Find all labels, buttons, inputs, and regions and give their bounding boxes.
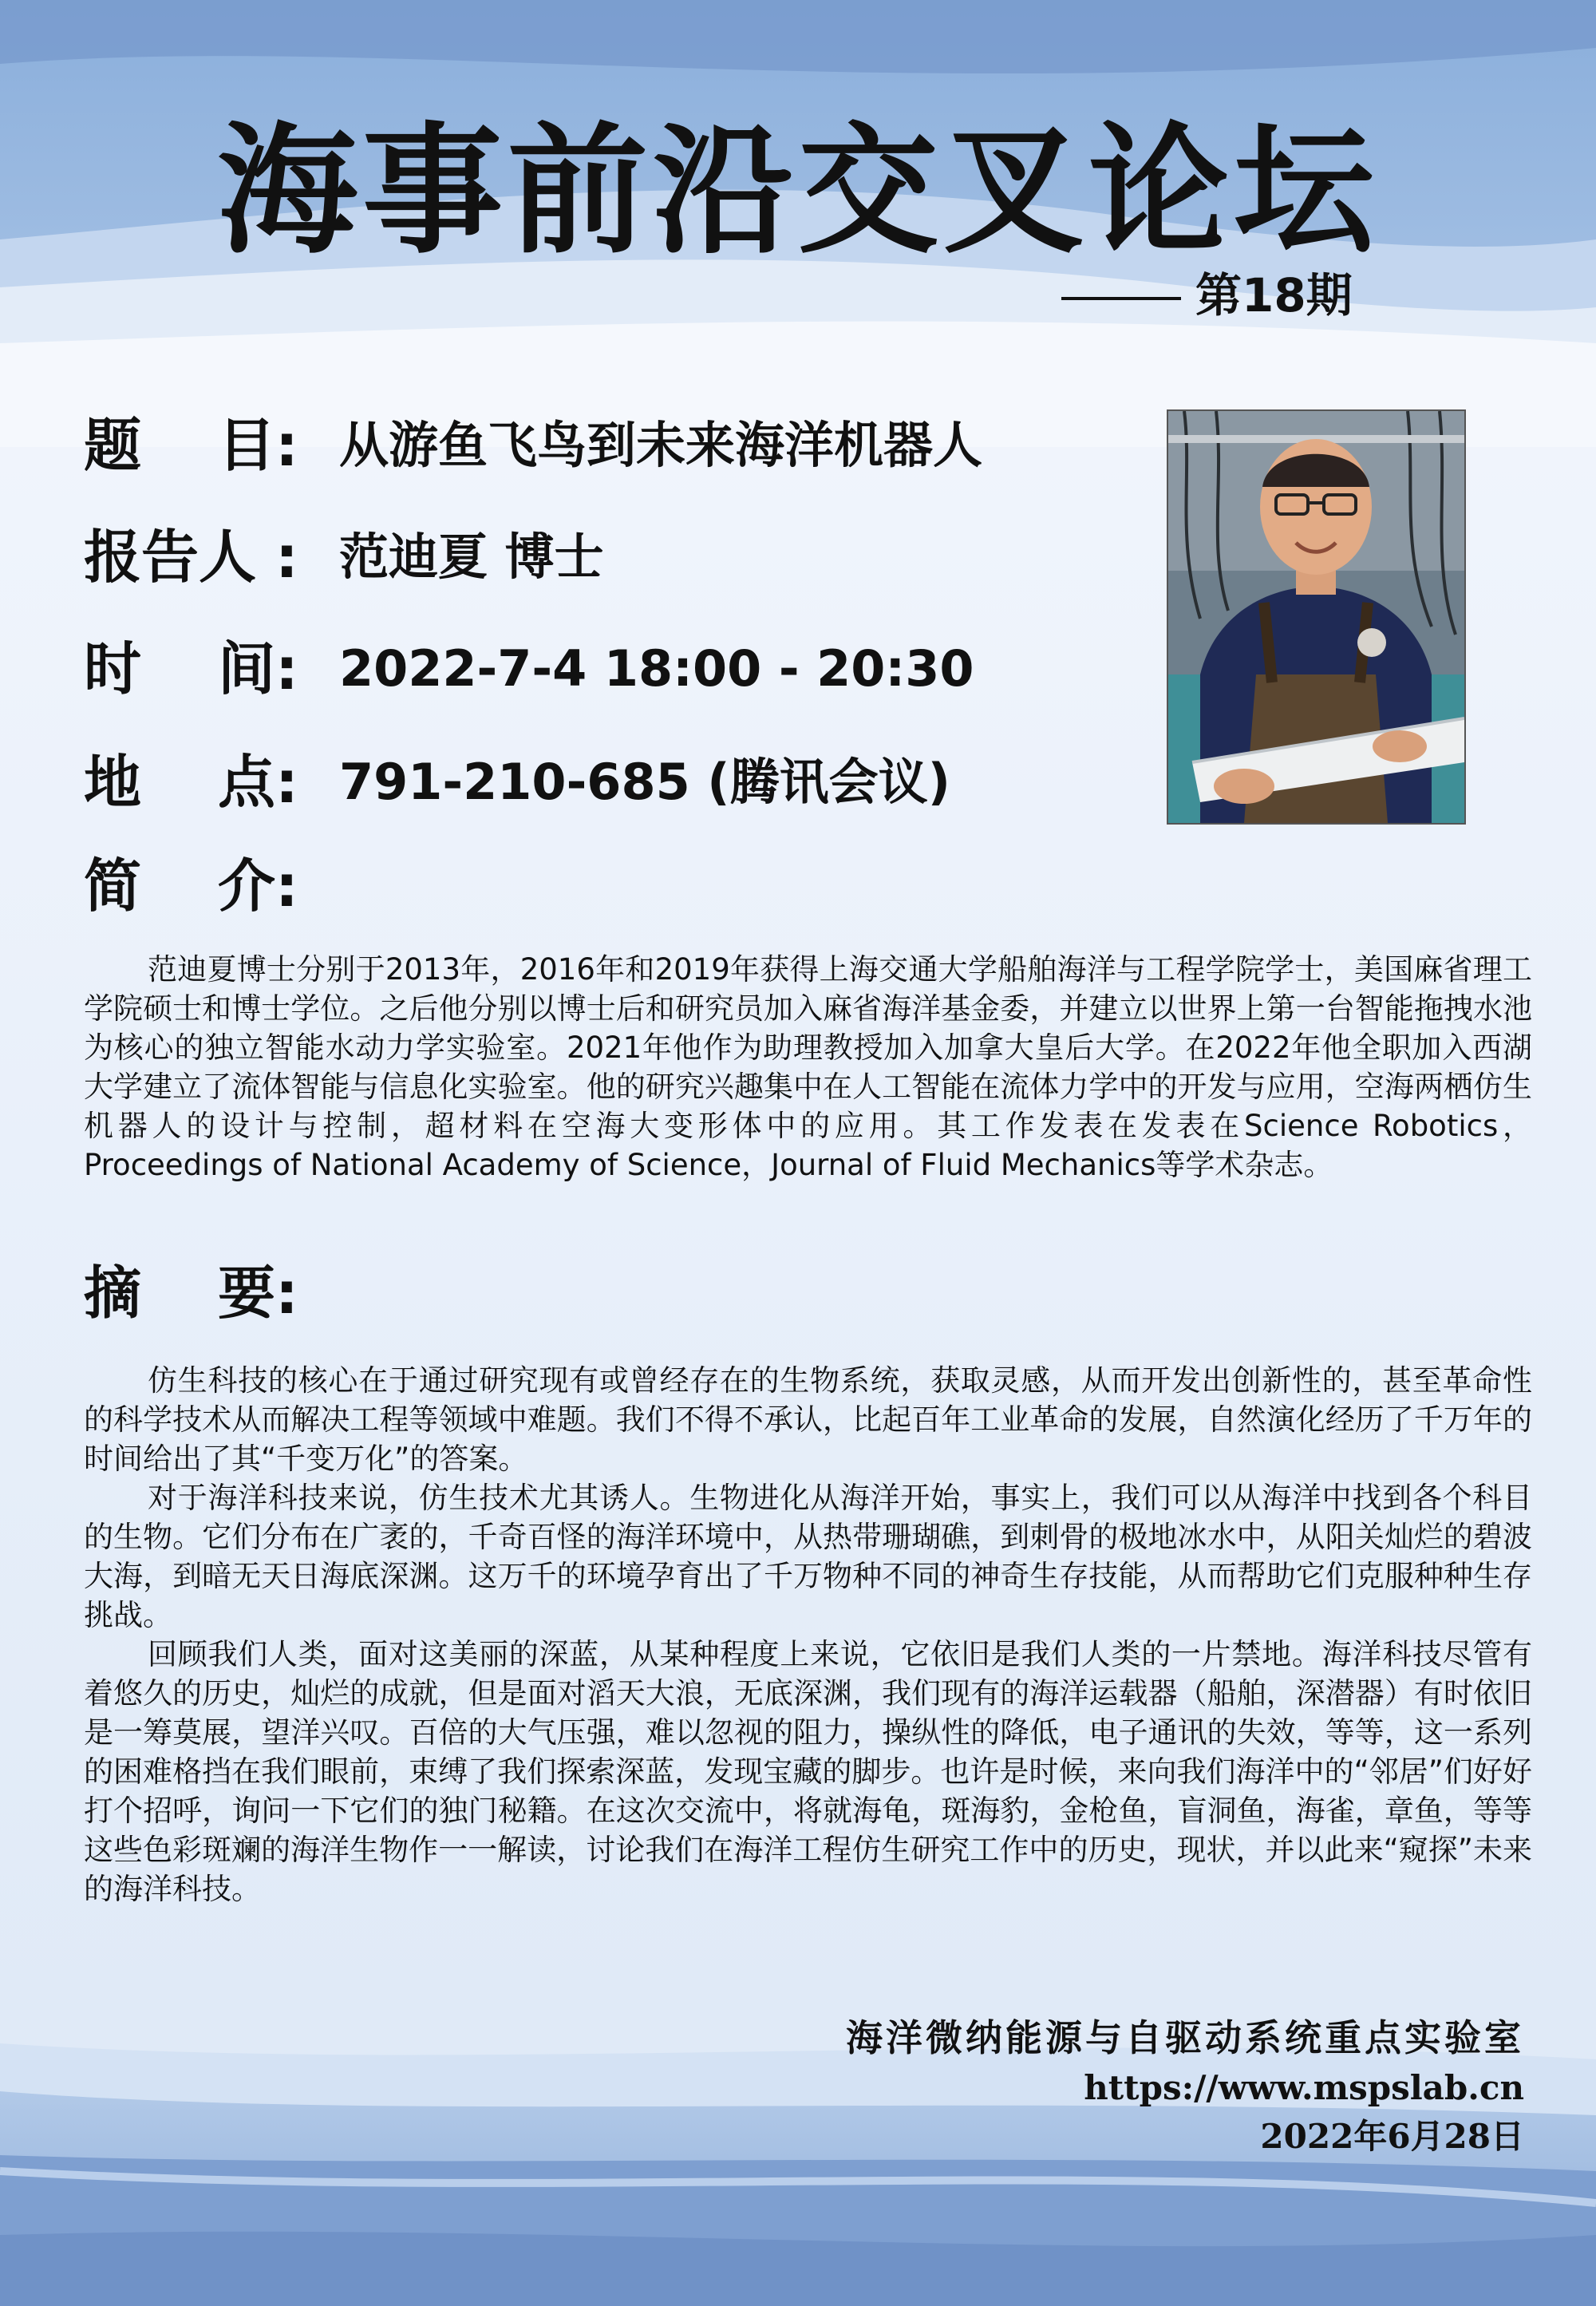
issue-label: 第18期 [1195,268,1353,322]
topic-colon: : [275,412,298,479]
place-colon: : [275,749,298,816]
abstract-paragraph-3: 回顾我们人类，面对这美丽的深蓝，从某种程度上来说，它依旧是我们人类的一片禁地。海洋科技尽管有着悠久的历史，灿烂的成就，但是面对滔天大浪，无底深渊，我们现有的海洋运载器（船舶，深潜器）有时依旧是一筹莫展，望洋兴叹。百倍的大气压强，难以忽视的阻力，操纵性的降低，电子通讯的失效，等等，这一系列的困难格挡在我们眼前，束缚了我们探索深蓝，发现宝藏的脚步。也许是时候，来向我们海洋中的“邻居”们好好打个招呼，询问一下它们的独门秘籍。在这次交流中，将就海龟，斑海豹，金枪鱼，盲洞鱼，海雀，章鱼，等等这些色彩斑斓的海洋生物作一一解读，讨论我们在海洋工程仿生研究工作中的历史，现状，并以此来“窥探”未来的海洋科技。 [84,1637,1532,1906]
speaker-colon: : [275,524,298,591]
time-label [84,629,331,709]
abstract-heading-label [84,1253,331,1333]
speaker-label-text: 报告人 [84,524,257,591]
lab-url: https://www.mspslab.cn [1084,2068,1524,2107]
abstract-paragraph-2: 对于海洋科技来说，仿生技术尤其诱人。生物进化从海洋开始，事实上，我们可以从海洋中找到各个科目的生物。它们分布在广袤的，千奇百怪的海洋环境中，从热带珊瑚礁，到刺骨的极地冰水中，从阳关灿烂的碧波大海，到暗无天日海底深渊。这万千的环境孕育出了千万物种不同的神奇生存技能，从而帮助它们克服种种生存挑战。 [84,1481,1532,1632]
bio-heading [84,846,1145,926]
abstract-heading-b: 要 [218,1260,276,1327]
issue-number [1061,267,1365,323]
place-label [84,742,331,822]
place-label-b: 点 [218,749,276,816]
time-value: 2022-7-4 18:00 - 20:30 [339,639,974,698]
topic-label-b: 目 [218,412,276,479]
bio-heading-colon: : [275,852,298,920]
topic-label-a: 题 [84,412,142,479]
poster-date: 2022年6月28日 [1260,2117,1524,2156]
speaker-value: 范迪夏 博士 [339,528,604,586]
place-value: 791-210-685 (腾讯会议) [339,753,950,811]
issue-dash [1061,297,1181,300]
time-row [84,629,1145,709]
bio-heading-a: 简 [84,852,142,920]
lab-name: 海洋微纳能源与自驱动系统重点实验室 [846,2016,1524,2059]
footer [646,2011,1524,2162]
topic-row [84,405,1145,485]
abstract-heading-colon: : [275,1260,298,1327]
topic-value: 从游鱼飞鸟到未来海洋机器人 [339,416,983,474]
speaker-photo-illustration [1168,411,1464,823]
abstract-paragraph-1: 仿生科技的核心在于通过研究现有或曾经存在的生物系统，获取灵感，从而开发出创新性的，甚至革命性的科学技术从而解决工程等领域中难题。我们不得不承认，比起百年工业革命的发展，自然演化经历了千万年的时间给出了其“千变万化”的答案。 [84,1363,1532,1476]
place-label-a: 地 [84,749,142,816]
poster-title: 海事前沿交叉论坛 [216,109,1379,273]
time-colon: : [275,635,298,702]
speaker-row [84,517,1145,597]
abstract-heading [84,1253,1145,1333]
bio-paragraph: 范迪夏博士分别于2013年，2016年和2019年获得上海交通大学船舶海洋与工程学院学士，美国麻省理工学院硕士和博士学位。之后他分别以博士后和研究员加入麻省海洋基金委，并建立以世界上第一台智能拖拽水池为核心的独立智能水动力学实验室。2021年他作为助理教授加入加拿大皇后大学。在2022年他全职加入西湖大学建立了流体智能与信息化实验室。他的研究兴趣集中在人工智能在流体力学中的开发与应用，空海两栖仿生机器人的设计与控制，超材料在空海大变形体中的应用。其工作发表在发表在Science Robotics，Proceedings of National Academy of Science，Journal of Fluid Mechanics等学术杂志。 [84,952,1532,1182]
place-row [84,742,1145,822]
speaker-label [84,517,331,597]
speaker-photo [1167,409,1466,825]
bio-heading-label [84,846,331,926]
topic-label [84,405,331,485]
time-label-b: 间 [218,635,276,702]
bio-heading-b: 介 [218,852,276,920]
bio-text [84,950,1532,1185]
time-label-a: 时 [84,635,142,702]
abstract-heading-a: 摘 [84,1260,142,1327]
abstract-text [84,1361,1532,1908]
